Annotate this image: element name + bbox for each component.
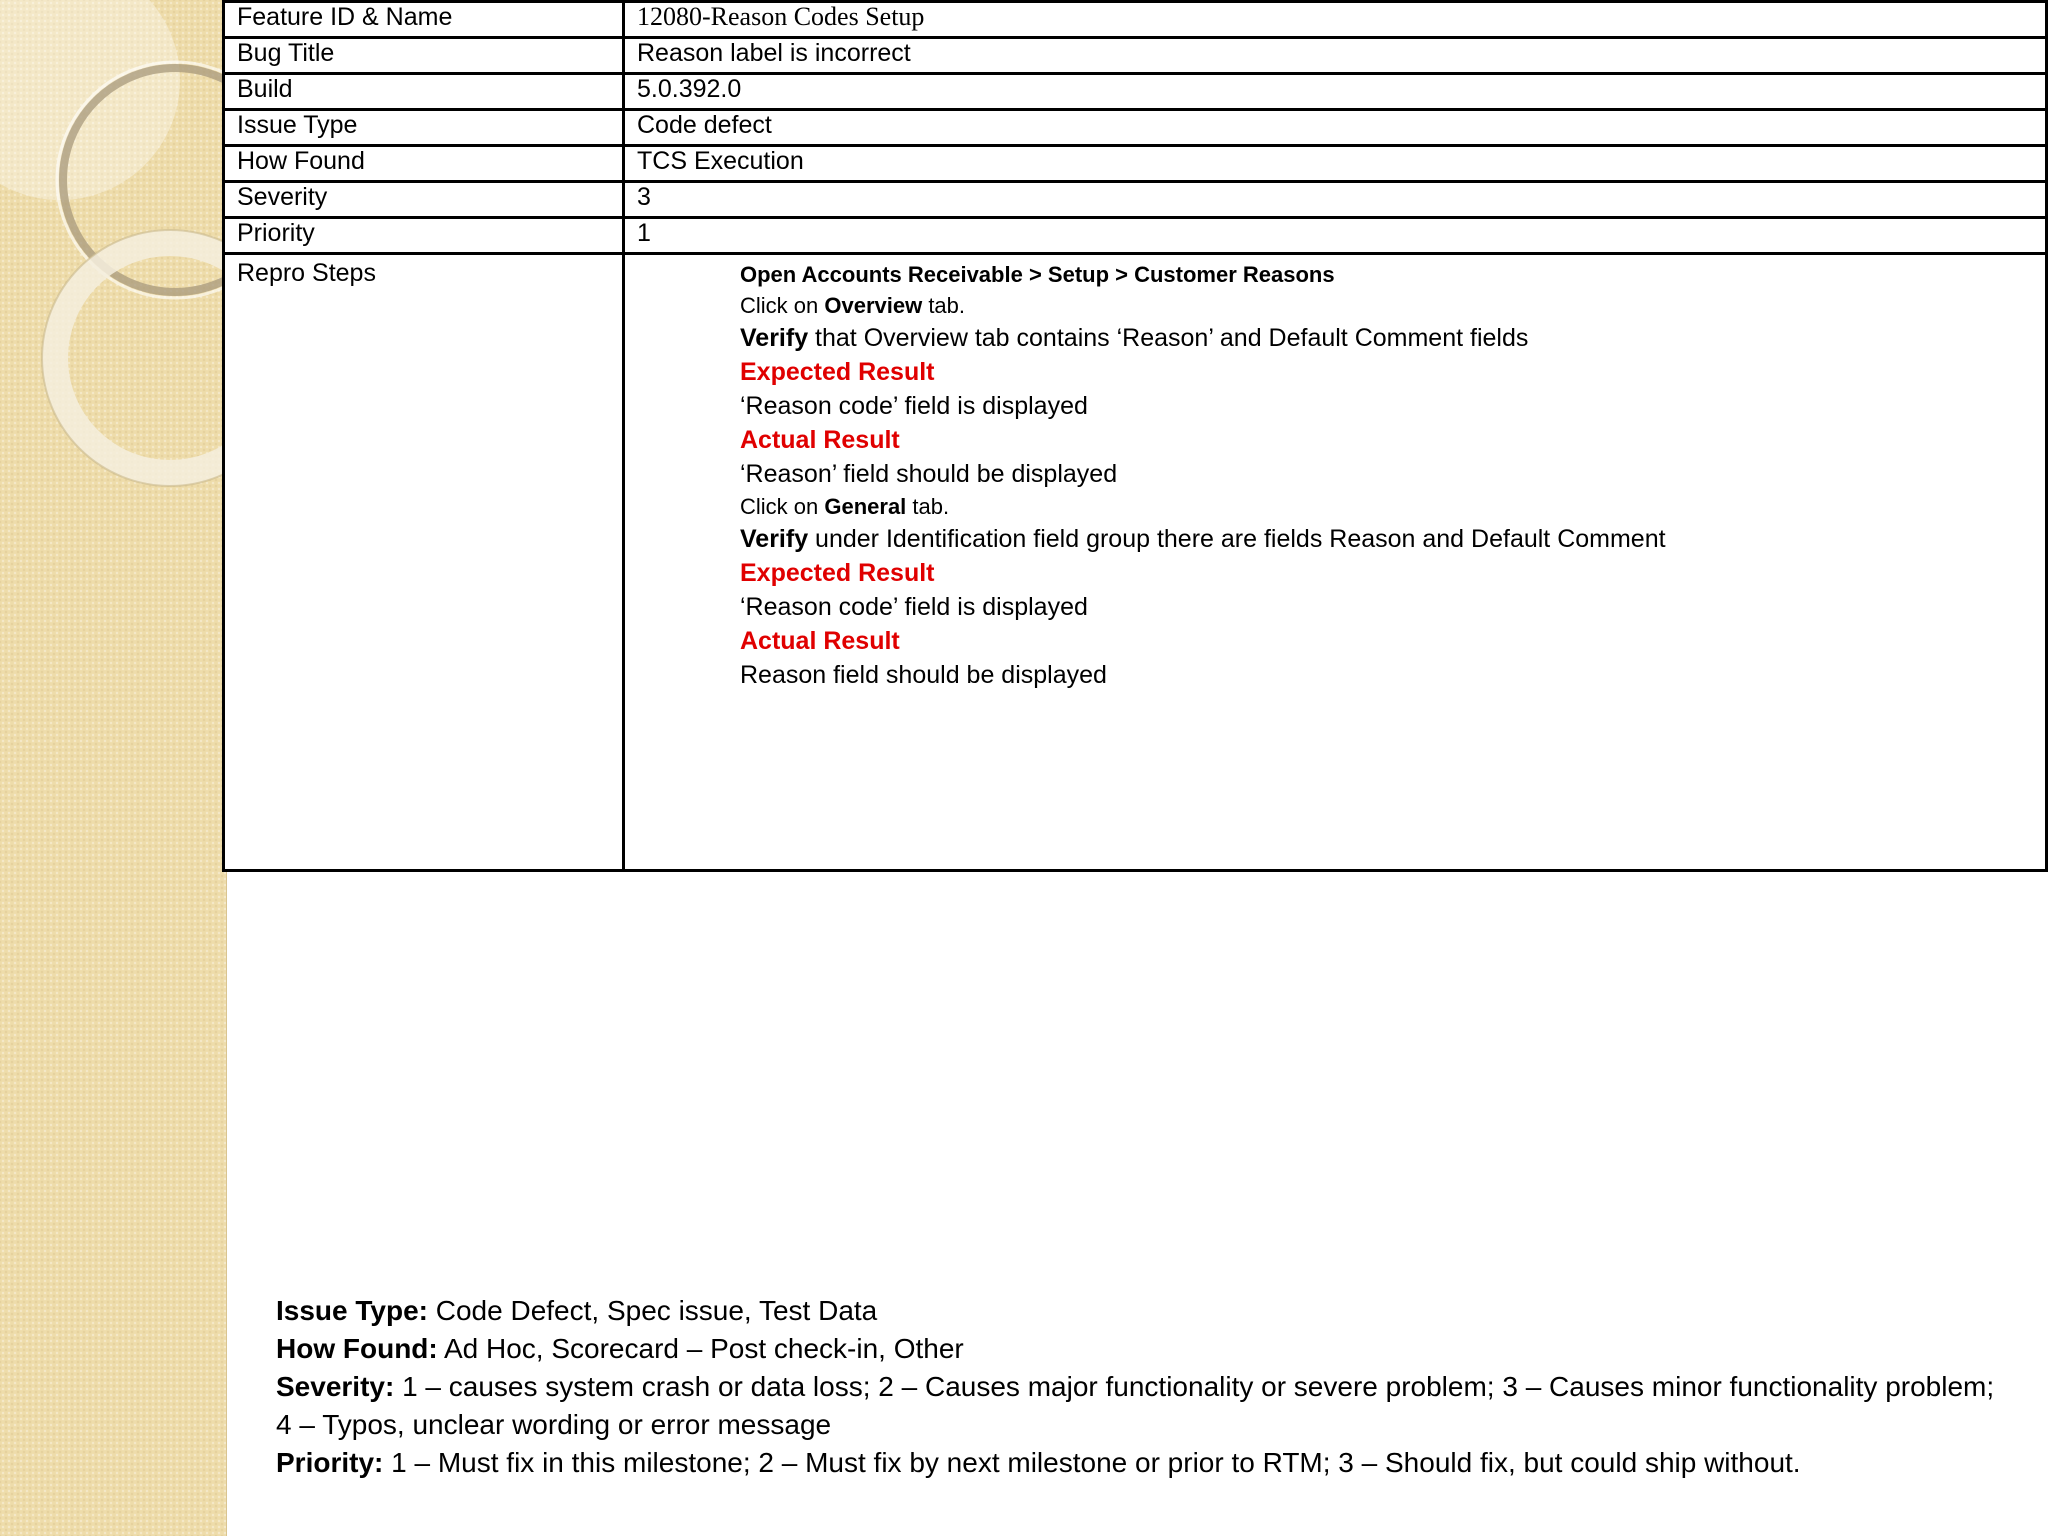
- row-label: Priority: [224, 218, 624, 254]
- expected-result-label: Expected Result: [740, 358, 935, 386]
- step-click-overview: [740, 290, 2045, 321]
- step-text: under Identification field group there are fields Reason and Default Comment: [808, 525, 1666, 553]
- decorative-rings: [0, 0, 226, 520]
- step-text: Click on: [740, 293, 825, 318]
- step-bold: Overview: [824, 293, 923, 318]
- legend: [276, 1292, 2036, 1482]
- legend-text: 1 – causes system crash or data loss; 2 – Causes major functionality or severe problem; 3 – Causes minor functionality problem;: [394, 1371, 1995, 1402]
- legend-text: 1 – Must fix in this milestone; 2 – Must fix by next milestone or prior to RTM; 3 – Should fix, but could ship without.: [383, 1447, 1801, 1478]
- legend-text: Ad Hoc, Scorecard – Post check-in, Other: [437, 1333, 964, 1364]
- step-bold: Verify: [740, 324, 809, 352]
- step-path-text: Open Accounts Receivable > Setup > Customer Reasons: [740, 262, 1335, 287]
- table-row: [224, 110, 2047, 146]
- expected-result-label: Expected Result: [740, 559, 935, 587]
- legend-label: Issue Type:: [276, 1295, 428, 1326]
- row-value: 5.0.392.0: [624, 74, 2047, 110]
- legend-issue-type: [276, 1292, 2036, 1330]
- step-text: tab.: [906, 494, 950, 519]
- legend-severity-cont: 4 – Typos, unclear wording or error message: [276, 1409, 832, 1440]
- row-value: 3: [624, 182, 2047, 218]
- actual-result-label: Actual Result: [740, 627, 900, 655]
- row-label: How Found: [224, 146, 624, 182]
- row-value: Reason label is incorrect: [624, 38, 2047, 74]
- table-row: [224, 74, 2047, 110]
- legend-priority: [276, 1444, 2036, 1482]
- expected-result-text: ‘Reason code’ field is displayed: [740, 392, 1088, 420]
- legend-label: How Found:: [276, 1333, 438, 1364]
- row-label: Issue Type: [224, 110, 624, 146]
- row-value: TCS Execution: [624, 146, 2047, 182]
- step-bold: Verify: [740, 525, 809, 553]
- step-bold: General: [824, 494, 907, 519]
- repro-steps-cell: [624, 254, 2047, 871]
- table-row: [224, 182, 2047, 218]
- step-verify-general: [740, 522, 2045, 556]
- row-label: Build: [224, 74, 624, 110]
- legend-label: Severity:: [276, 1371, 395, 1402]
- step-text: Click on: [740, 494, 825, 519]
- table-row: [224, 2, 2047, 38]
- expected-result-text: ‘Reason code’ field is displayed: [740, 593, 1088, 621]
- legend-label: Priority:: [276, 1447, 384, 1478]
- table-row-repro-steps: [224, 254, 2047, 871]
- row-value: 12080-Reason Codes Setup: [624, 2, 2047, 38]
- row-value: Code defect: [624, 110, 2047, 146]
- repro-steps-label: Repro Steps: [224, 254, 624, 871]
- table-row: [224, 218, 2047, 254]
- actual-result-text: ‘Reason’ field should be displayed: [740, 460, 1118, 488]
- legend-severity: [276, 1368, 2036, 1406]
- actual-result-text: Reason field should be displayed: [740, 661, 1107, 689]
- row-label: Feature ID & Name: [224, 2, 624, 38]
- step-text: that Overview tab contains ‘Reason’ and Default Comment fields: [808, 324, 1529, 352]
- bug-report-table: [222, 0, 2048, 872]
- step-click-general: [740, 491, 2045, 522]
- row-value: 1: [624, 218, 2047, 254]
- actual-result-label: Actual Result: [740, 426, 900, 454]
- row-label: Severity: [224, 182, 624, 218]
- table-row: [224, 38, 2047, 74]
- repro-steps-list: [637, 255, 2045, 692]
- step-path: [740, 259, 2045, 290]
- legend-how-found: [276, 1330, 2036, 1368]
- table-row: [224, 146, 2047, 182]
- legend-text: Code Defect, Spec issue, Test Data: [427, 1295, 878, 1326]
- row-label: Bug Title: [224, 38, 624, 74]
- step-text: tab.: [922, 293, 966, 318]
- step-verify-overview: [740, 321, 2045, 355]
